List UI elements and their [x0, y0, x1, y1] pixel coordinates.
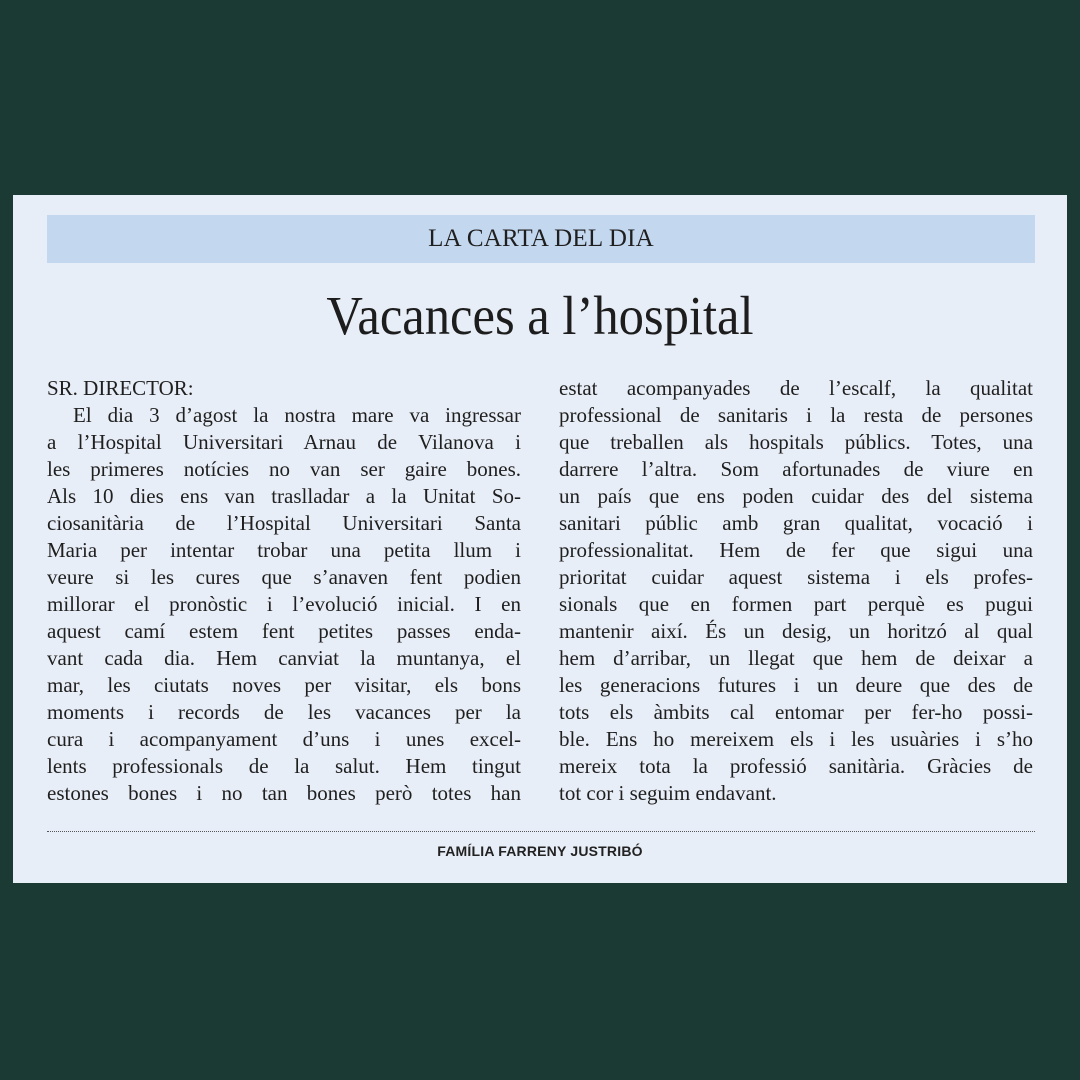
body-line: tots els àmbits cal entomar per fer-ho possi- — [559, 700, 1033, 724]
body-line: ble. Ens ho mereixem els i les usuàries i s’ho — [559, 727, 1033, 751]
body-line: les generacions futures i un deure que des de — [559, 673, 1033, 697]
body-line: mereix tota la professió sanitària. Gràcies de — [559, 754, 1033, 778]
body-line: professionalitat. Hem de fer que sigui una — [559, 538, 1033, 562]
body-line: mantenir així. És un desig, un horitzó al qual — [559, 619, 1033, 643]
letter-card — [13, 195, 1067, 883]
body-line: cura i acompanyament d’uns i unes excel- — [47, 727, 521, 751]
body-line: un país que ens poden cuidar des del sistema — [559, 484, 1033, 508]
body-line: estones bones i no tan bones però totes han — [47, 781, 521, 805]
body-line: moments i records de les vacances per la — [47, 700, 521, 724]
body-line: hem d’arribar, un llegat que hem de deixar a — [559, 646, 1033, 670]
body-line: El dia 3 d’agost la nostra mare va ingressar — [73, 403, 521, 427]
right-column — [559, 375, 1033, 807]
body-line: les primeres notícies no van ser gaire bones. — [47, 457, 521, 481]
body-line: professional de sanitaris i la resta de persones — [559, 403, 1033, 427]
body-line: estat acompanyades de l’escalf, la qualitat — [559, 376, 1033, 400]
body-line: mar, les ciutats noves per visitar, els bons — [47, 673, 521, 697]
body-line: sionals que en formen part perquè es pugui — [559, 592, 1033, 616]
body-line: ciosanitària de l’Hospital Universitari Santa — [47, 511, 521, 535]
body-line: que treballen als hospitals públics. Totes, una — [559, 430, 1033, 454]
body-line: veure si les cures que s’anaven fent podien — [47, 565, 521, 589]
letter-body — [47, 375, 1037, 805]
body-line: Als 10 dies ens van traslladar a la Unitat So- — [47, 484, 521, 508]
section-label: LA CARTA DEL DIA — [428, 225, 654, 252]
body-line: tot cor i seguim endavant. — [559, 781, 777, 805]
body-line: millorar el pronòstic i l’evolució inicial. I en — [47, 592, 521, 616]
letter-headline: Vacances a l’hospital — [326, 285, 754, 346]
body-line: prioritat cuidar aquest sistema i els profes- — [559, 565, 1033, 589]
body-line: vant cada dia. Hem canviat la muntanya, el — [47, 646, 521, 670]
body-line: Maria per intentar trobar una petita llum i — [47, 538, 521, 562]
body-line: aquest camí estem fent petites passes enda- — [47, 619, 521, 643]
body-line: sanitari públic amb gran qualitat, vocació i — [559, 511, 1033, 535]
body-line: lents professionals de la salut. Hem tingut — [47, 754, 521, 778]
dotted-divider — [47, 831, 1035, 832]
body-line: darrere l’altra. Som afortunades de viure en — [559, 457, 1033, 481]
letter-signature: FAMÍLIA FARRENY JUSTRIBÓ — [437, 843, 643, 859]
left-column — [47, 375, 521, 807]
body-line: a l’Hospital Universitari Arnau de Vilanova i — [47, 430, 521, 454]
section-header-band — [47, 215, 1035, 263]
salutation: SR. DIRECTOR: — [47, 376, 194, 400]
